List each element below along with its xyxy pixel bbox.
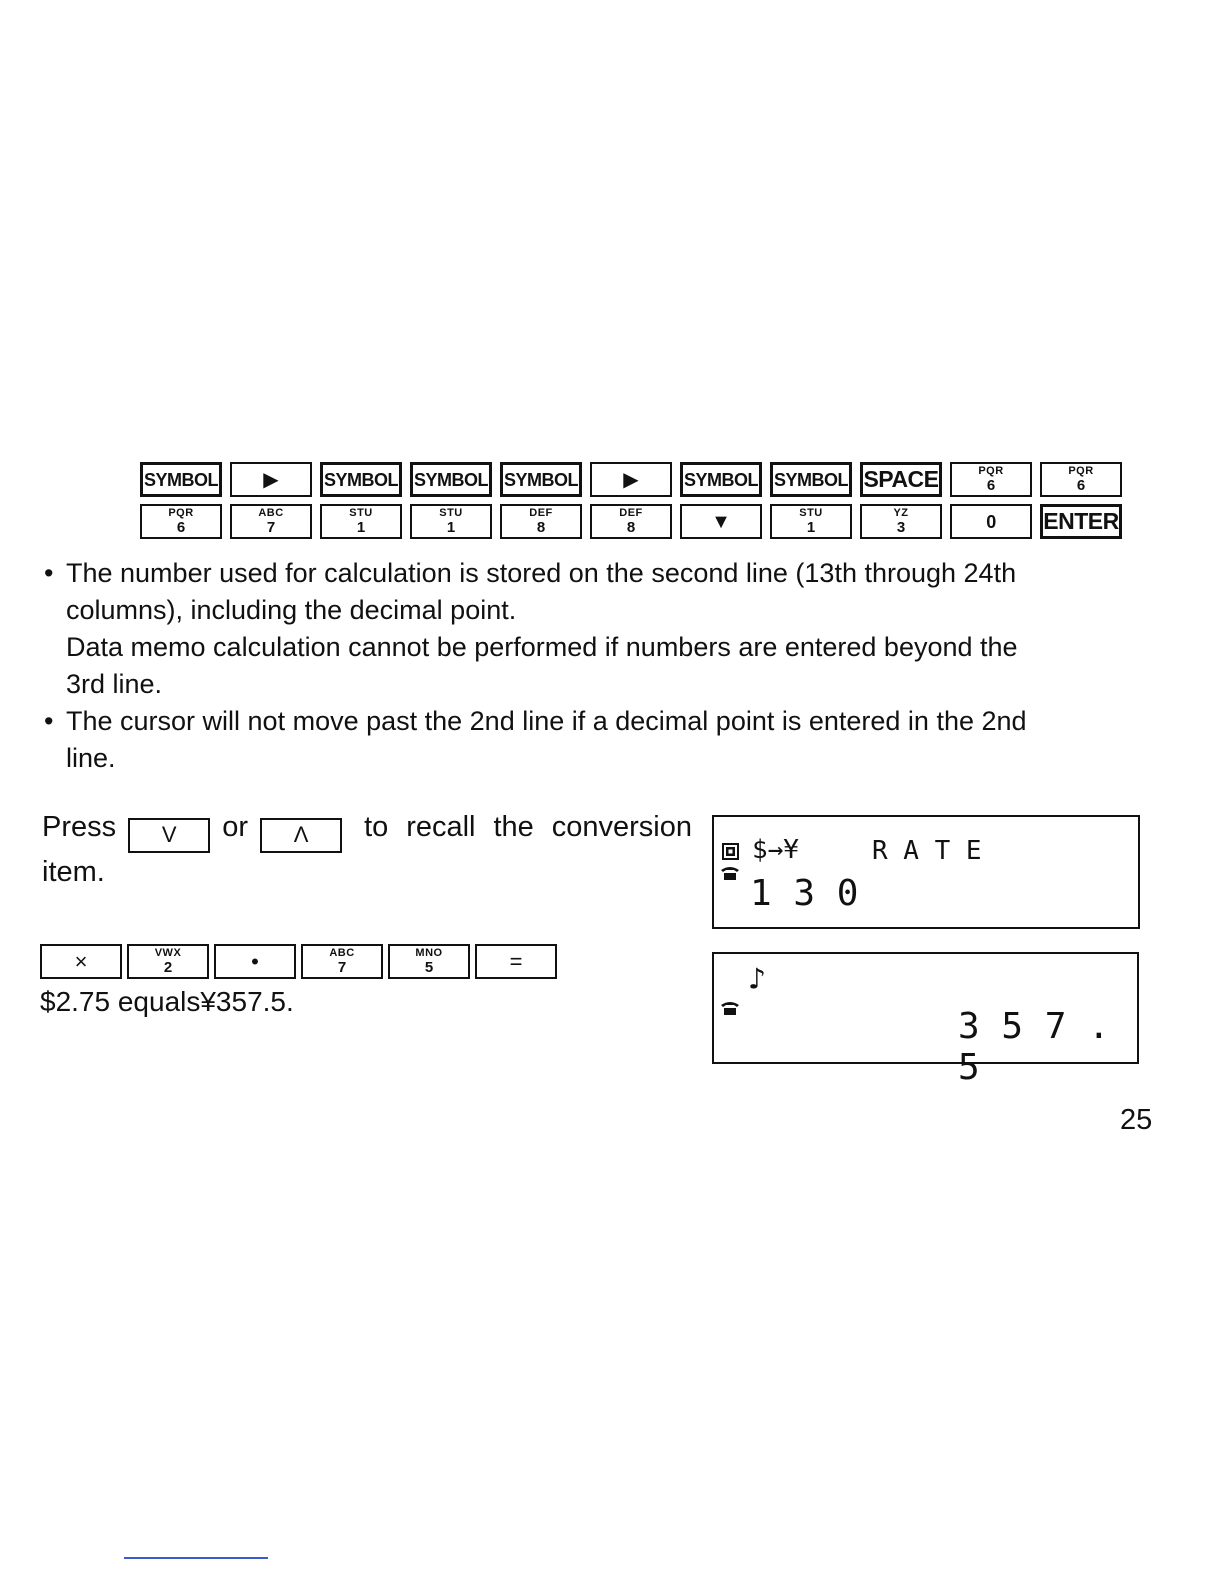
key-5: MNO 5: [388, 944, 470, 979]
key-7: ABC 7: [301, 944, 383, 979]
right-arrow-icon: ▶: [263, 468, 279, 491]
symbol-key: SYMBOL: [140, 462, 222, 497]
note-2: • The cursor will not move past the 2nd line if a decimal point is entered in the 2nd: [44, 703, 1154, 740]
conversion-label: $→¥: [752, 835, 799, 865]
space-key: SPACE: [860, 462, 942, 497]
result-value: 3 5 7 . 5: [958, 1006, 1110, 1088]
key-3: YZ 3: [860, 504, 942, 539]
key-2: VWX 2: [127, 944, 209, 979]
page-number: 25: [1120, 1104, 1153, 1136]
key-6: PQR 6: [950, 462, 1032, 497]
symbol-key: SYMBOL: [410, 462, 492, 497]
telephone-icon: [720, 865, 740, 881]
down-key: V: [128, 818, 210, 853]
note-1: • The number used for calculation is stored on the second line (13th through 24th: [44, 555, 1154, 592]
calc-key-sequence: [40, 944, 557, 979]
symbol-key: SYMBOL: [770, 462, 852, 497]
decimal-point-key: •: [214, 944, 296, 979]
down-arrow-icon: ▼: [711, 510, 731, 533]
key-sequence-row-2: [140, 504, 1122, 539]
symbol-key: SYMBOL: [680, 462, 762, 497]
down-arrow-key: [680, 504, 762, 539]
right-arrow-icon: ▶: [623, 468, 639, 491]
bullet-icon: •: [44, 558, 54, 588]
notes: • The number used for calculation is stored on the second line (13th through 24th columns), including the decimal point. Data memo calculation cannot be performed if numbers are entered beyond the 3rd line. • The cursor will not move past the 2nd line if a decimal point is entered in the 2nd line.: [44, 555, 1154, 777]
symbol-key: SYMBOL: [320, 462, 402, 497]
right-arrow-key: [230, 462, 312, 497]
lcd-display-result: [712, 952, 1139, 1088]
bullet-icon: •: [44, 706, 54, 736]
key-0: 0: [950, 504, 1032, 539]
telephone-icon: [720, 1000, 740, 1016]
recall-instruction: Press V or Λ to recall the conversion item.: [42, 811, 692, 888]
rate-value: 1 3 0: [750, 873, 859, 914]
equals-key: =: [475, 944, 557, 979]
key-8: DEF 8: [590, 504, 672, 539]
key-sequence-row-1: [140, 462, 1122, 497]
up-key: Λ: [260, 818, 342, 853]
symbol-key: SYMBOL: [500, 462, 582, 497]
key-6: PQR 6: [1040, 462, 1122, 497]
enter-key: ENTER: [1040, 504, 1122, 539]
key-8: DEF 8: [500, 504, 582, 539]
data-icon: [722, 843, 739, 860]
multiply-key: ×: [40, 944, 122, 979]
result-sentence: $2.75 equals¥357.5.: [40, 986, 294, 1017]
key-1: STU 1: [410, 504, 492, 539]
lcd-display-rate: [712, 815, 1140, 929]
right-arrow-key: [590, 462, 672, 497]
key-6: PQR 6: [140, 504, 222, 539]
key-7: ABC 7: [230, 504, 312, 539]
key-1: STU 1: [320, 504, 402, 539]
music-note-icon: ♪: [748, 962, 767, 997]
footer-rule: [124, 1557, 268, 1559]
key-1: STU 1: [770, 504, 852, 539]
rate-label: R A T E: [872, 836, 982, 866]
